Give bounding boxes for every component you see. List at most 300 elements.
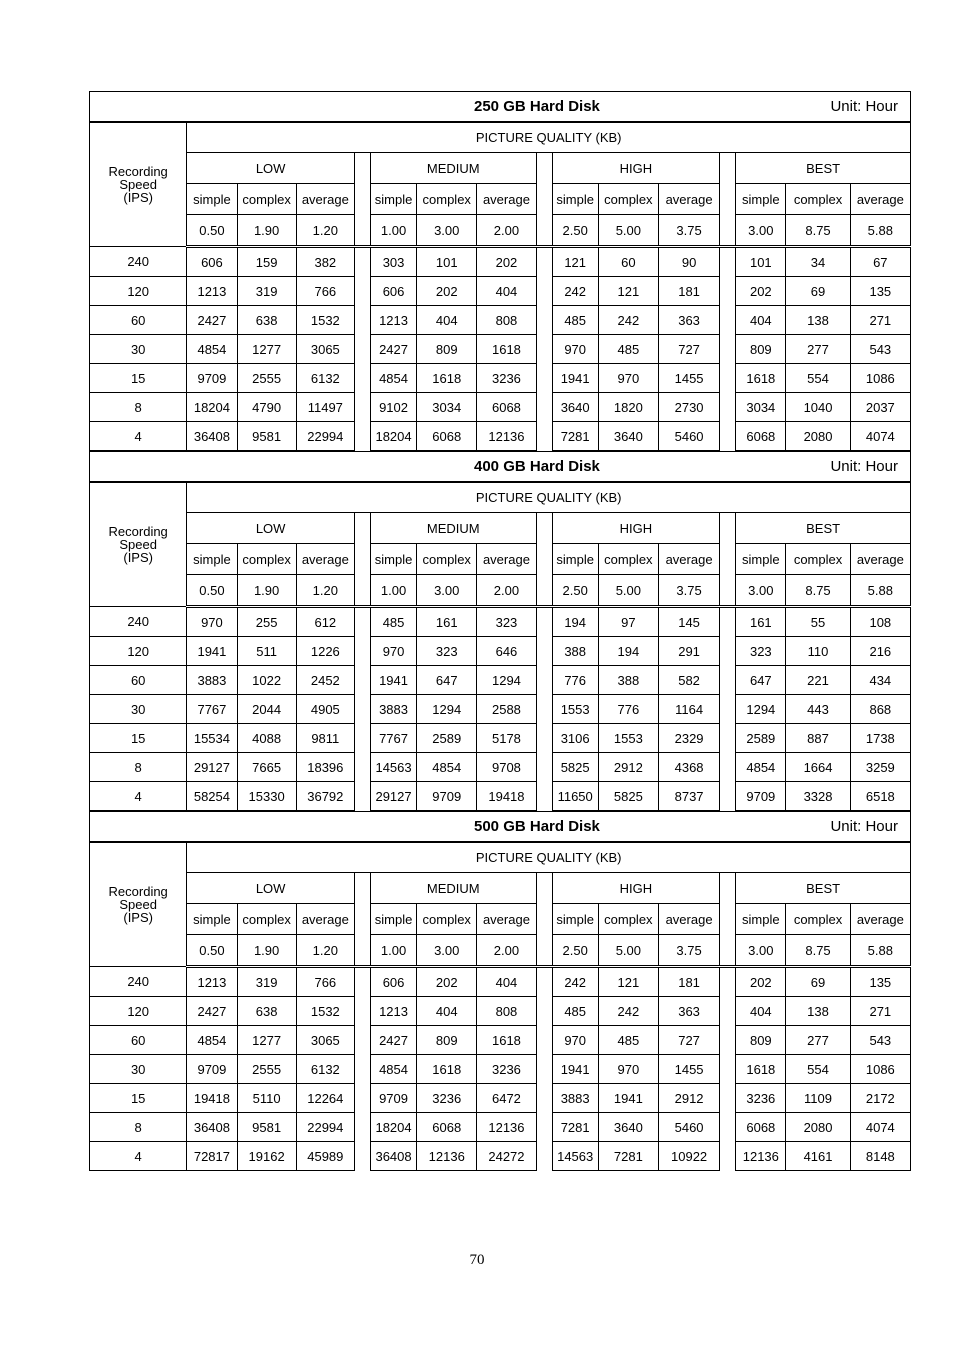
hours-value: 4854	[187, 1026, 237, 1055]
hours-value: 4161	[786, 1142, 850, 1171]
column-gap	[536, 666, 552, 695]
hours-value: 809	[736, 335, 786, 364]
hours-value: 1294	[417, 695, 477, 724]
column-gap	[536, 607, 552, 637]
hours-value: 4854	[417, 753, 477, 782]
hours-value: 3883	[552, 1084, 598, 1113]
type-header: average	[477, 544, 536, 575]
hard-disk-table	[89, 451, 911, 811]
type-header: simple	[370, 904, 416, 935]
table-row	[90, 753, 911, 782]
hours-value: 3236	[736, 1084, 786, 1113]
column-gap	[536, 904, 552, 935]
frame-size-cell: 1.20	[296, 215, 354, 247]
hours-value: 121	[598, 967, 658, 997]
hours-value: 554	[786, 364, 850, 393]
hours-value: 303	[370, 247, 416, 277]
hours-value: 809	[417, 1026, 477, 1055]
type-header: average	[658, 184, 719, 215]
hours-value: 9581	[237, 1113, 296, 1142]
table-row	[90, 1113, 911, 1142]
column-gap	[354, 1142, 370, 1171]
hours-value: 5178	[477, 724, 536, 753]
hours-value: 277	[786, 335, 850, 364]
hours-value: 3640	[552, 393, 598, 422]
hours-value: 1277	[237, 1026, 296, 1055]
hours-value: 90	[658, 247, 719, 277]
hours-value: 1618	[417, 1055, 477, 1084]
column-gap	[720, 393, 736, 422]
hours-value: 9102	[370, 393, 416, 422]
table-title-row	[90, 812, 911, 843]
hours-value: 3065	[296, 335, 354, 364]
hours-value: 138	[786, 997, 850, 1026]
hours-value: 1455	[658, 1055, 719, 1084]
speed-label-line: Recording	[108, 164, 168, 179]
hours-value: 511	[237, 637, 296, 666]
column-gap	[720, 1026, 736, 1055]
hours-value: 6068	[417, 422, 477, 451]
hours-value: 1738	[850, 724, 910, 753]
hours-value: 4088	[237, 724, 296, 753]
hours-value: 1553	[598, 724, 658, 753]
hours-value: 2427	[187, 997, 237, 1026]
type-header: average	[850, 544, 910, 575]
recording-speed-header	[90, 122, 187, 247]
column-gap	[354, 1084, 370, 1113]
column-gap	[354, 364, 370, 393]
hours-value: 9708	[477, 753, 536, 782]
frame-size-cell: 2.00	[477, 215, 536, 247]
hours-value: 1294	[736, 695, 786, 724]
speed-value: 4	[90, 422, 187, 451]
hours-value: 1532	[296, 997, 354, 1026]
hours-value: 202	[736, 277, 786, 306]
column-gap	[720, 782, 736, 811]
recording-speed-header	[90, 842, 187, 967]
type-header: average	[850, 184, 910, 215]
hours-value: 1941	[552, 364, 598, 393]
column-gap	[354, 935, 370, 967]
table-row	[90, 306, 911, 335]
hours-value: 22994	[296, 422, 354, 451]
type-header: simple	[552, 544, 598, 575]
disk-title: 500 GB Hard Disk	[474, 818, 600, 835]
speed-label-line: Speed	[119, 177, 157, 192]
column-gap	[354, 277, 370, 306]
hours-value: 485	[370, 607, 416, 637]
hours-value: 36408	[370, 1142, 416, 1171]
speed-value: 240	[90, 607, 187, 637]
speed-value: 15	[90, 724, 187, 753]
table-row	[90, 393, 911, 422]
hours-value: 363	[658, 306, 719, 335]
column-gap	[720, 695, 736, 724]
type-header: simple	[736, 904, 786, 935]
hours-value: 1213	[370, 306, 416, 335]
hours-value: 554	[786, 1055, 850, 1084]
frame-size-cell: 3.00	[736, 215, 786, 247]
column-gap	[536, 967, 552, 997]
column-gap	[354, 513, 370, 544]
hours-value: 1618	[736, 1055, 786, 1084]
column-gap	[720, 873, 736, 904]
column-gap	[536, 997, 552, 1026]
speed-value: 30	[90, 695, 187, 724]
column-gap	[536, 1142, 552, 1171]
hours-value: 7767	[370, 724, 416, 753]
column-gap	[536, 935, 552, 967]
hours-value: 2912	[598, 753, 658, 782]
column-gap	[720, 997, 736, 1026]
column-gap	[354, 637, 370, 666]
hours-value: 7281	[552, 1113, 598, 1142]
hours-value: 3034	[736, 393, 786, 422]
hours-value: 606	[370, 967, 416, 997]
quality-level-header: BEST	[736, 873, 911, 904]
hours-value: 1213	[187, 277, 237, 306]
type-header: simple	[736, 184, 786, 215]
speed-value: 120	[90, 637, 187, 666]
hours-value: 5460	[658, 422, 719, 451]
hours-value: 60	[598, 247, 658, 277]
frame-size-cell: 8.75	[786, 935, 850, 967]
column-gap	[720, 935, 736, 967]
table-title-row	[90, 92, 911, 123]
column-gap	[354, 1026, 370, 1055]
hours-value: 2588	[477, 695, 536, 724]
column-gap	[720, 1084, 736, 1113]
hours-value: 6068	[477, 393, 536, 422]
column-gap	[354, 753, 370, 782]
hours-value: 323	[417, 637, 477, 666]
hours-value: 1086	[850, 1055, 910, 1084]
hours-value: 606	[187, 247, 237, 277]
frame-size-cell: 3.00	[736, 935, 786, 967]
type-header: average	[477, 904, 536, 935]
column-gap	[536, 393, 552, 422]
hours-value: 319	[237, 967, 296, 997]
table-row	[90, 695, 911, 724]
hours-value: 69	[786, 277, 850, 306]
hours-value: 766	[296, 277, 354, 306]
speed-label-line: (IPS)	[123, 910, 153, 925]
column-gap	[720, 575, 736, 607]
hours-value: 6068	[736, 422, 786, 451]
hours-value: 7665	[237, 753, 296, 782]
hours-value: 485	[552, 306, 598, 335]
column-gap	[536, 513, 552, 544]
type-header: simple	[736, 544, 786, 575]
frame-size-cell: 1.90	[237, 935, 296, 967]
hours-value: 7767	[187, 695, 237, 724]
hours-value: 8148	[850, 1142, 910, 1171]
picture-quality-header: PICTURE QUALITY (KB)	[187, 482, 911, 513]
hours-value: 606	[370, 277, 416, 306]
quality-level-header: MEDIUM	[370, 873, 536, 904]
column-gap	[354, 215, 370, 247]
frame-size-cell: 3.75	[658, 575, 719, 607]
speed-value: 4	[90, 1142, 187, 1171]
speed-value: 60	[90, 1026, 187, 1055]
frame-size-cell: 5.88	[850, 935, 910, 967]
hours-value: 3328	[786, 782, 850, 811]
hours-value: 6068	[736, 1113, 786, 1142]
hours-value: 382	[296, 247, 354, 277]
hours-value: 8737	[658, 782, 719, 811]
type-header: complex	[417, 184, 477, 215]
hours-value: 2427	[370, 1026, 416, 1055]
column-gap	[720, 513, 736, 544]
column-gap	[720, 247, 736, 277]
column-gap	[354, 422, 370, 451]
column-gap	[536, 1084, 552, 1113]
disk-title: 400 GB Hard Disk	[474, 458, 600, 475]
hours-value: 543	[850, 335, 910, 364]
frame-size-cell: 2.00	[477, 575, 536, 607]
hours-value: 14563	[370, 753, 416, 782]
quality-level-header: LOW	[187, 873, 355, 904]
hours-value: 776	[598, 695, 658, 724]
column-gap	[536, 575, 552, 607]
hours-value: 809	[736, 1026, 786, 1055]
table-row	[90, 666, 911, 695]
type-header: complex	[598, 904, 658, 935]
hours-value: 2044	[237, 695, 296, 724]
frame-size-cell: 2.50	[552, 935, 598, 967]
hours-value: 36792	[296, 782, 354, 811]
hours-value: 1226	[296, 637, 354, 666]
hours-value: 4854	[370, 364, 416, 393]
hard-disk-table	[89, 91, 911, 451]
column-gap	[536, 335, 552, 364]
hours-value: 7281	[598, 1142, 658, 1171]
hours-value: 2452	[296, 666, 354, 695]
quality-level-header: MEDIUM	[370, 513, 536, 544]
table-row	[90, 1142, 911, 1171]
hours-value: 388	[598, 666, 658, 695]
hours-value: 1664	[786, 753, 850, 782]
hours-value: 809	[417, 335, 477, 364]
hours-value: 2589	[417, 724, 477, 753]
column-gap	[536, 637, 552, 666]
hours-value: 970	[552, 1026, 598, 1055]
hours-value: 108	[850, 607, 910, 637]
type-header: average	[296, 184, 354, 215]
hours-value: 19418	[477, 782, 536, 811]
hard-disk-table	[89, 811, 911, 1171]
type-header: complex	[786, 904, 850, 935]
speed-value: 4	[90, 782, 187, 811]
hours-value: 138	[786, 306, 850, 335]
hours-value: 6518	[850, 782, 910, 811]
quality-level-header: HIGH	[552, 513, 720, 544]
hours-value: 5825	[552, 753, 598, 782]
column-gap	[354, 873, 370, 904]
speed-label-line: Recording	[108, 884, 168, 899]
column-gap	[536, 695, 552, 724]
frame-size-cell: 5.88	[850, 575, 910, 607]
frame-size-cell: 5.00	[598, 575, 658, 607]
frame-size-cell: 3.75	[658, 215, 719, 247]
frame-size-cell: 1.90	[237, 215, 296, 247]
column-gap	[720, 184, 736, 215]
hours-value: 58254	[187, 782, 237, 811]
hours-value: 727	[658, 335, 719, 364]
hours-value: 9811	[296, 724, 354, 753]
type-header: simple	[370, 544, 416, 575]
hours-value: 582	[658, 666, 719, 695]
hours-value: 4854	[736, 753, 786, 782]
column-gap	[354, 247, 370, 277]
hours-value: 1164	[658, 695, 719, 724]
hours-value: 6068	[417, 1113, 477, 1142]
column-gap	[536, 1026, 552, 1055]
hours-value: 22994	[296, 1113, 354, 1142]
column-gap	[536, 277, 552, 306]
hours-value: 15330	[237, 782, 296, 811]
column-gap	[720, 1113, 736, 1142]
hours-value: 1455	[658, 364, 719, 393]
hours-value: 29127	[187, 753, 237, 782]
hours-value: 1294	[477, 666, 536, 695]
type-header: complex	[786, 544, 850, 575]
hours-value: 216	[850, 637, 910, 666]
hours-value: 323	[736, 637, 786, 666]
hours-value: 10922	[658, 1142, 719, 1171]
hours-value: 72817	[187, 1142, 237, 1171]
hours-value: 3640	[598, 422, 658, 451]
hours-value: 1941	[598, 1084, 658, 1113]
type-header: average	[850, 904, 910, 935]
page-number: 70	[469, 1252, 485, 1268]
table-row	[90, 1084, 911, 1113]
hours-value: 3259	[850, 753, 910, 782]
hours-value: 4790	[237, 393, 296, 422]
table-row	[90, 1055, 911, 1084]
hours-value: 181	[658, 277, 719, 306]
hours-value: 3883	[187, 666, 237, 695]
hours-value: 638	[237, 306, 296, 335]
type-header: average	[658, 904, 719, 935]
column-gap	[354, 306, 370, 335]
hours-value: 1618	[736, 364, 786, 393]
hours-value: 868	[850, 695, 910, 724]
frame-size-cell: 5.88	[850, 215, 910, 247]
type-header: complex	[417, 544, 477, 575]
recording-time-tables	[89, 91, 911, 1171]
frame-size-cell: 2.50	[552, 575, 598, 607]
hours-value: 97	[598, 607, 658, 637]
column-gap	[720, 544, 736, 575]
hours-value: 159	[237, 247, 296, 277]
hours-value: 34	[786, 247, 850, 277]
hours-value: 101	[417, 247, 477, 277]
hours-value: 9709	[370, 1084, 416, 1113]
column-gap	[354, 575, 370, 607]
hours-value: 3106	[552, 724, 598, 753]
frame-size-cell: 2.50	[552, 215, 598, 247]
hours-value: 135	[850, 967, 910, 997]
hours-value: 101	[736, 247, 786, 277]
table-row	[90, 724, 911, 753]
hours-value: 202	[736, 967, 786, 997]
hours-value: 6132	[296, 364, 354, 393]
hours-value: 1532	[296, 306, 354, 335]
hours-value: 2555	[237, 1055, 296, 1084]
hours-value: 9709	[736, 782, 786, 811]
hours-value: 3034	[417, 393, 477, 422]
unit-label: Unit: Hour	[830, 458, 898, 475]
column-gap	[720, 422, 736, 451]
speed-label-line: Speed	[119, 537, 157, 552]
hours-value: 388	[552, 637, 598, 666]
table-row	[90, 335, 911, 364]
speed-label-line: Speed	[119, 897, 157, 912]
speed-value: 8	[90, 1113, 187, 1142]
column-gap	[536, 364, 552, 393]
hours-value: 9581	[237, 422, 296, 451]
column-gap	[536, 1055, 552, 1084]
type-header: complex	[786, 184, 850, 215]
hours-value: 5825	[598, 782, 658, 811]
quality-level-header: MEDIUM	[370, 153, 536, 184]
hours-value: 1941	[370, 666, 416, 695]
frame-size-cell: 1.00	[370, 215, 416, 247]
frame-size-cell: 1.20	[296, 575, 354, 607]
hours-value: 36408	[187, 1113, 237, 1142]
hours-value: 12264	[296, 1084, 354, 1113]
hours-value: 776	[552, 666, 598, 695]
hours-value: 404	[417, 306, 477, 335]
hours-value: 15534	[187, 724, 237, 753]
column-gap	[720, 607, 736, 637]
hours-value: 12136	[477, 422, 536, 451]
frame-size-cell: 2.00	[477, 935, 536, 967]
column-gap	[536, 873, 552, 904]
hours-value: 3640	[598, 1113, 658, 1142]
hours-value: 18204	[370, 1113, 416, 1142]
type-header: average	[658, 544, 719, 575]
quality-level-header: HIGH	[552, 153, 720, 184]
hours-value: 181	[658, 967, 719, 997]
hours-value: 110	[786, 637, 850, 666]
table-row	[90, 607, 911, 637]
hours-value: 18396	[296, 753, 354, 782]
type-header: simple	[187, 184, 237, 215]
column-gap	[354, 153, 370, 184]
hours-value: 2172	[850, 1084, 910, 1113]
column-gap	[354, 967, 370, 997]
hours-value: 9709	[187, 364, 237, 393]
hours-value: 1213	[187, 967, 237, 997]
hours-value: 202	[417, 277, 477, 306]
hours-value: 2427	[187, 306, 237, 335]
hours-value: 1553	[552, 695, 598, 724]
speed-value: 30	[90, 335, 187, 364]
frame-size-cell: 3.00	[417, 575, 477, 607]
hours-value: 1040	[786, 393, 850, 422]
hours-value: 11650	[552, 782, 598, 811]
frame-size-cell: 0.50	[187, 215, 237, 247]
hours-value: 4854	[370, 1055, 416, 1084]
type-header: simple	[370, 184, 416, 215]
type-header: complex	[237, 184, 296, 215]
hours-value: 1109	[786, 1084, 850, 1113]
frame-size-cell: 0.50	[187, 935, 237, 967]
hours-value: 543	[850, 1026, 910, 1055]
hours-value: 2589	[736, 724, 786, 753]
